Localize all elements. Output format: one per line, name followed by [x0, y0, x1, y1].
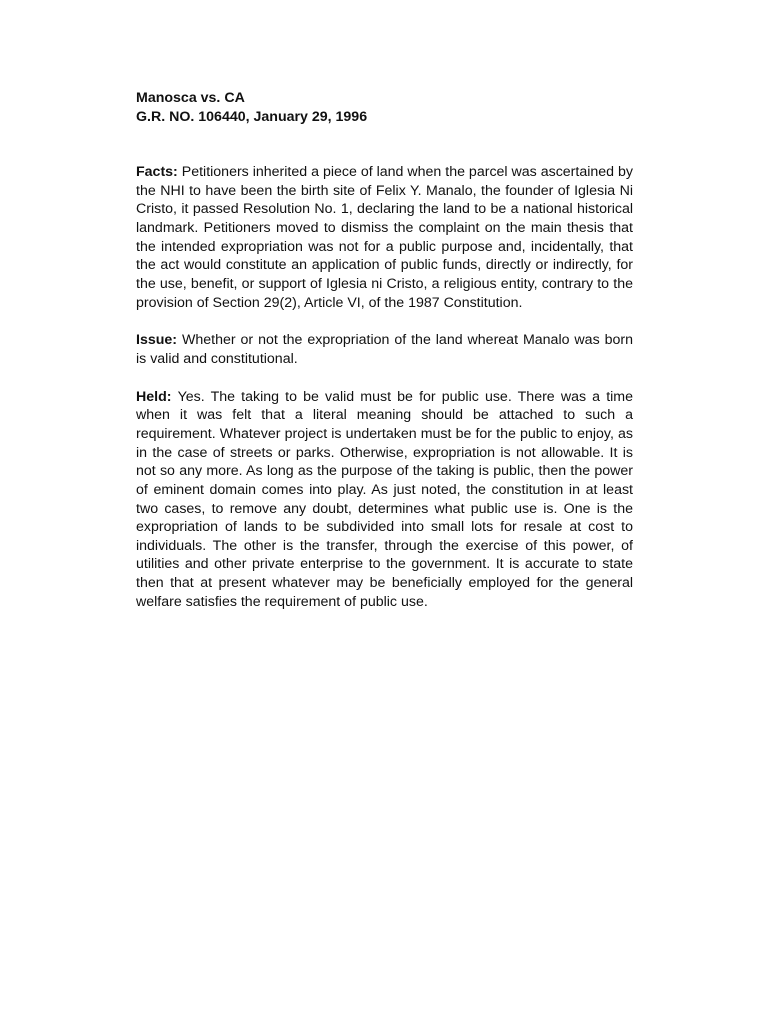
case-title: Manosca vs. CA [136, 90, 245, 106]
case-header [136, 89, 633, 127]
case-citation: G.R. NO. 106440, January 29, 1996 [136, 109, 368, 125]
held-text: Yes. The taking to be valid must be for public use. There was a time when it was felt that a literal meaning should be attached to such a requirement. Whatever project is undertaken must be for the public to enjoy, as in the case of streets or parks. Otherwise, expropriation is not allowable. It is not so any more. As long as the purpose of the taking is public, then the power of eminent domain comes into play. As just noted, the constitution in at least two cases, to remove any doubt, determines what public use is. One is the expropriation of lands to be subdivided into small lots for resale at cost to individuals. The other is the transfer, through the exercise of this power, of utilities and other private enterprise to the government. It is accurate to state then that at present whatever may be beneficially employed for the general welfare satisfies the requirement of public use. [136, 388, 633, 610]
facts-text: Petitioners inherited a piece of land when the parcel was ascertained by the NHI to have been the birth site of Felix Y. Manalo, the founder of Iglesia Ni Cristo, it passed Resolution No. 1, declaring the land to be a national historical landmark. Petitioners moved to dismiss the complaint on the main thesis that the intended expropriation was not for a public purpose and, incidentally, that the act would constitute an application of public funds, directly or indirectly, for the use, benefit, or support of Iglesia ni Cristo, a religious entity, contrary to the provision of Section 29(2), Article VI, of the 1987 Constitution. [136, 164, 633, 311]
held-section [136, 388, 633, 612]
held-label: Held: [136, 388, 178, 405]
issue-text: Whether or not the expropriation of the land whereat Manalo was born is valid and constitutional. [136, 332, 633, 367]
document-page [136, 89, 633, 611]
issue-section [136, 331, 633, 368]
facts-section [136, 163, 633, 312]
issue-label: Issue: [136, 332, 182, 349]
facts-label: Facts: [136, 164, 182, 180]
